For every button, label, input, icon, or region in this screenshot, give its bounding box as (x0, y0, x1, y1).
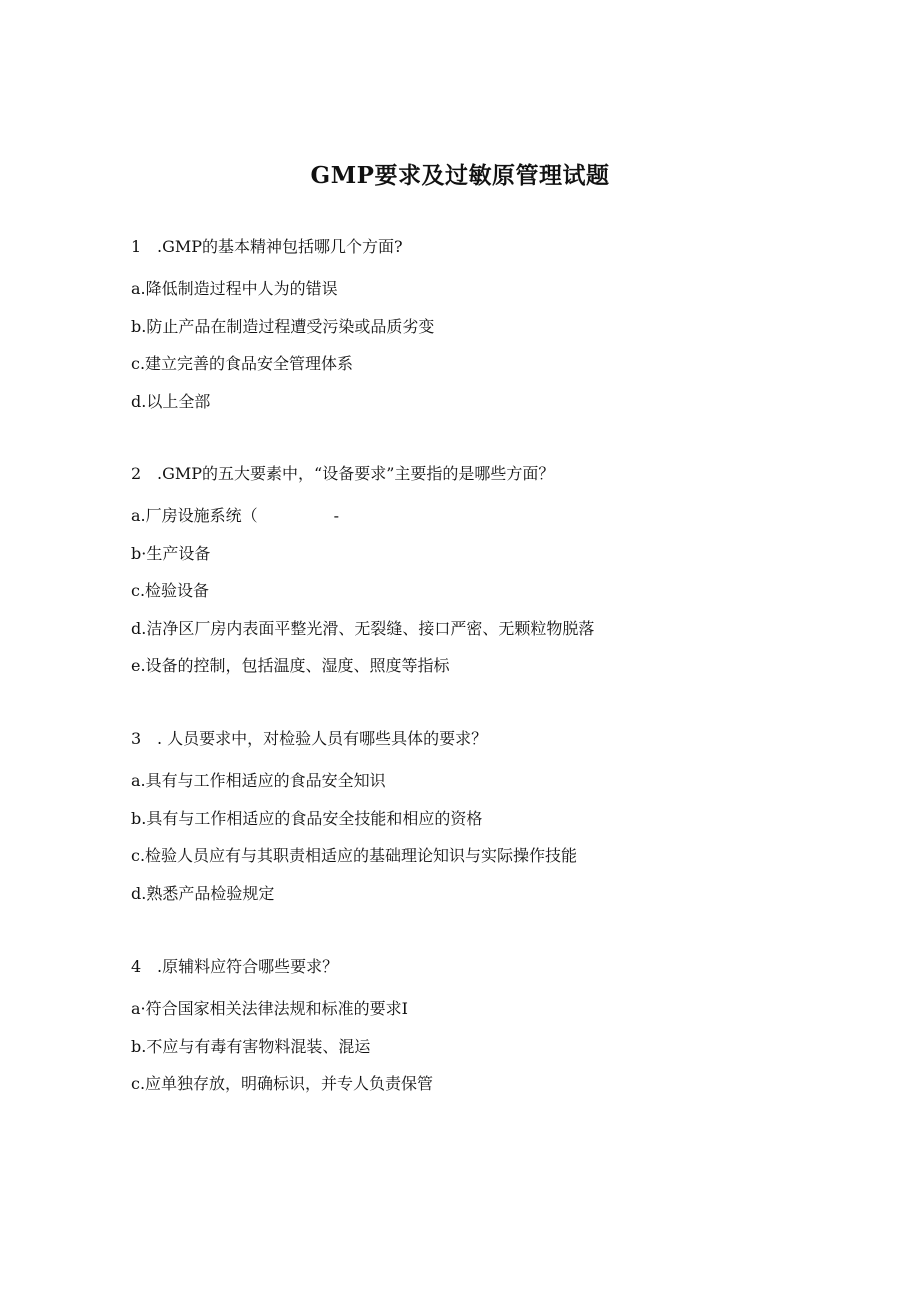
question-4-option-b: b.不应与有毒有害物料混装、混运 (131, 1037, 371, 1056)
question-1-option-b: b.防止产品在制造过程遭受污染或品质劣变 (131, 317, 435, 336)
option-text: a.厂房设施系统（ (131, 506, 258, 525)
document-title: GMP要求及过敏原管理试题 (310, 162, 610, 189)
question-4-option-c: c.应单独存放，明确标识，并专人负责保管 (131, 1074, 434, 1093)
question-1-option-d: d.以上全部 (131, 392, 211, 411)
question-2 (131, 463, 554, 485)
question-3-option-d: d.熟悉产品检验规定 (131, 884, 275, 903)
question-number: 2 (131, 464, 142, 483)
question-text: .GMP的五大要素中，“设备要求”主要指的是哪些方面？ (157, 464, 555, 483)
question-number: 4 (131, 957, 142, 976)
question-3-option-a: a.具有与工作相适应的食品安全知识 (131, 771, 386, 790)
question-text: .GMP的基本精神包括哪几个方面? (157, 237, 403, 256)
question-4-option-a: a·符合国家相关法律法规和标准的要求I (131, 999, 408, 1018)
question-text: . 人员要求中，对检验人员有哪些具体的要求？ (157, 729, 488, 748)
question-1 (131, 236, 403, 258)
question-3-option-c: c.检验人员应有与其职责相适应的基础理论知识与实际操作技能 (131, 846, 578, 865)
question-2-option-c: c.检验设备 (131, 581, 210, 600)
question-2-option-a (131, 505, 339, 527)
question-1-option-c: c.建立完善的食品安全管理体系 (131, 354, 354, 373)
question-4 (131, 956, 338, 978)
question-2-option-d: d.洁净区厂房内表面平整光滑、无裂缝、接口严密、无颗粒物脱落 (131, 619, 595, 638)
question-2-option-e: e.设备的控制，包括温度、湿度、照度等指标 (131, 656, 450, 675)
question-1-option-a: a.降低制造过程中人为的错误 (131, 279, 338, 298)
option-trailing-mark: - (333, 506, 340, 525)
question-3-option-b: b.具有与工作相适应的食品安全技能和相应的资格 (131, 809, 483, 828)
question-text: .原辅料应符合哪些要求？ (157, 957, 339, 976)
question-2-option-b: b·生产设备 (131, 544, 211, 563)
question-number: 1 (131, 237, 142, 256)
question-3 (131, 728, 487, 750)
question-number: 3 (131, 729, 142, 748)
